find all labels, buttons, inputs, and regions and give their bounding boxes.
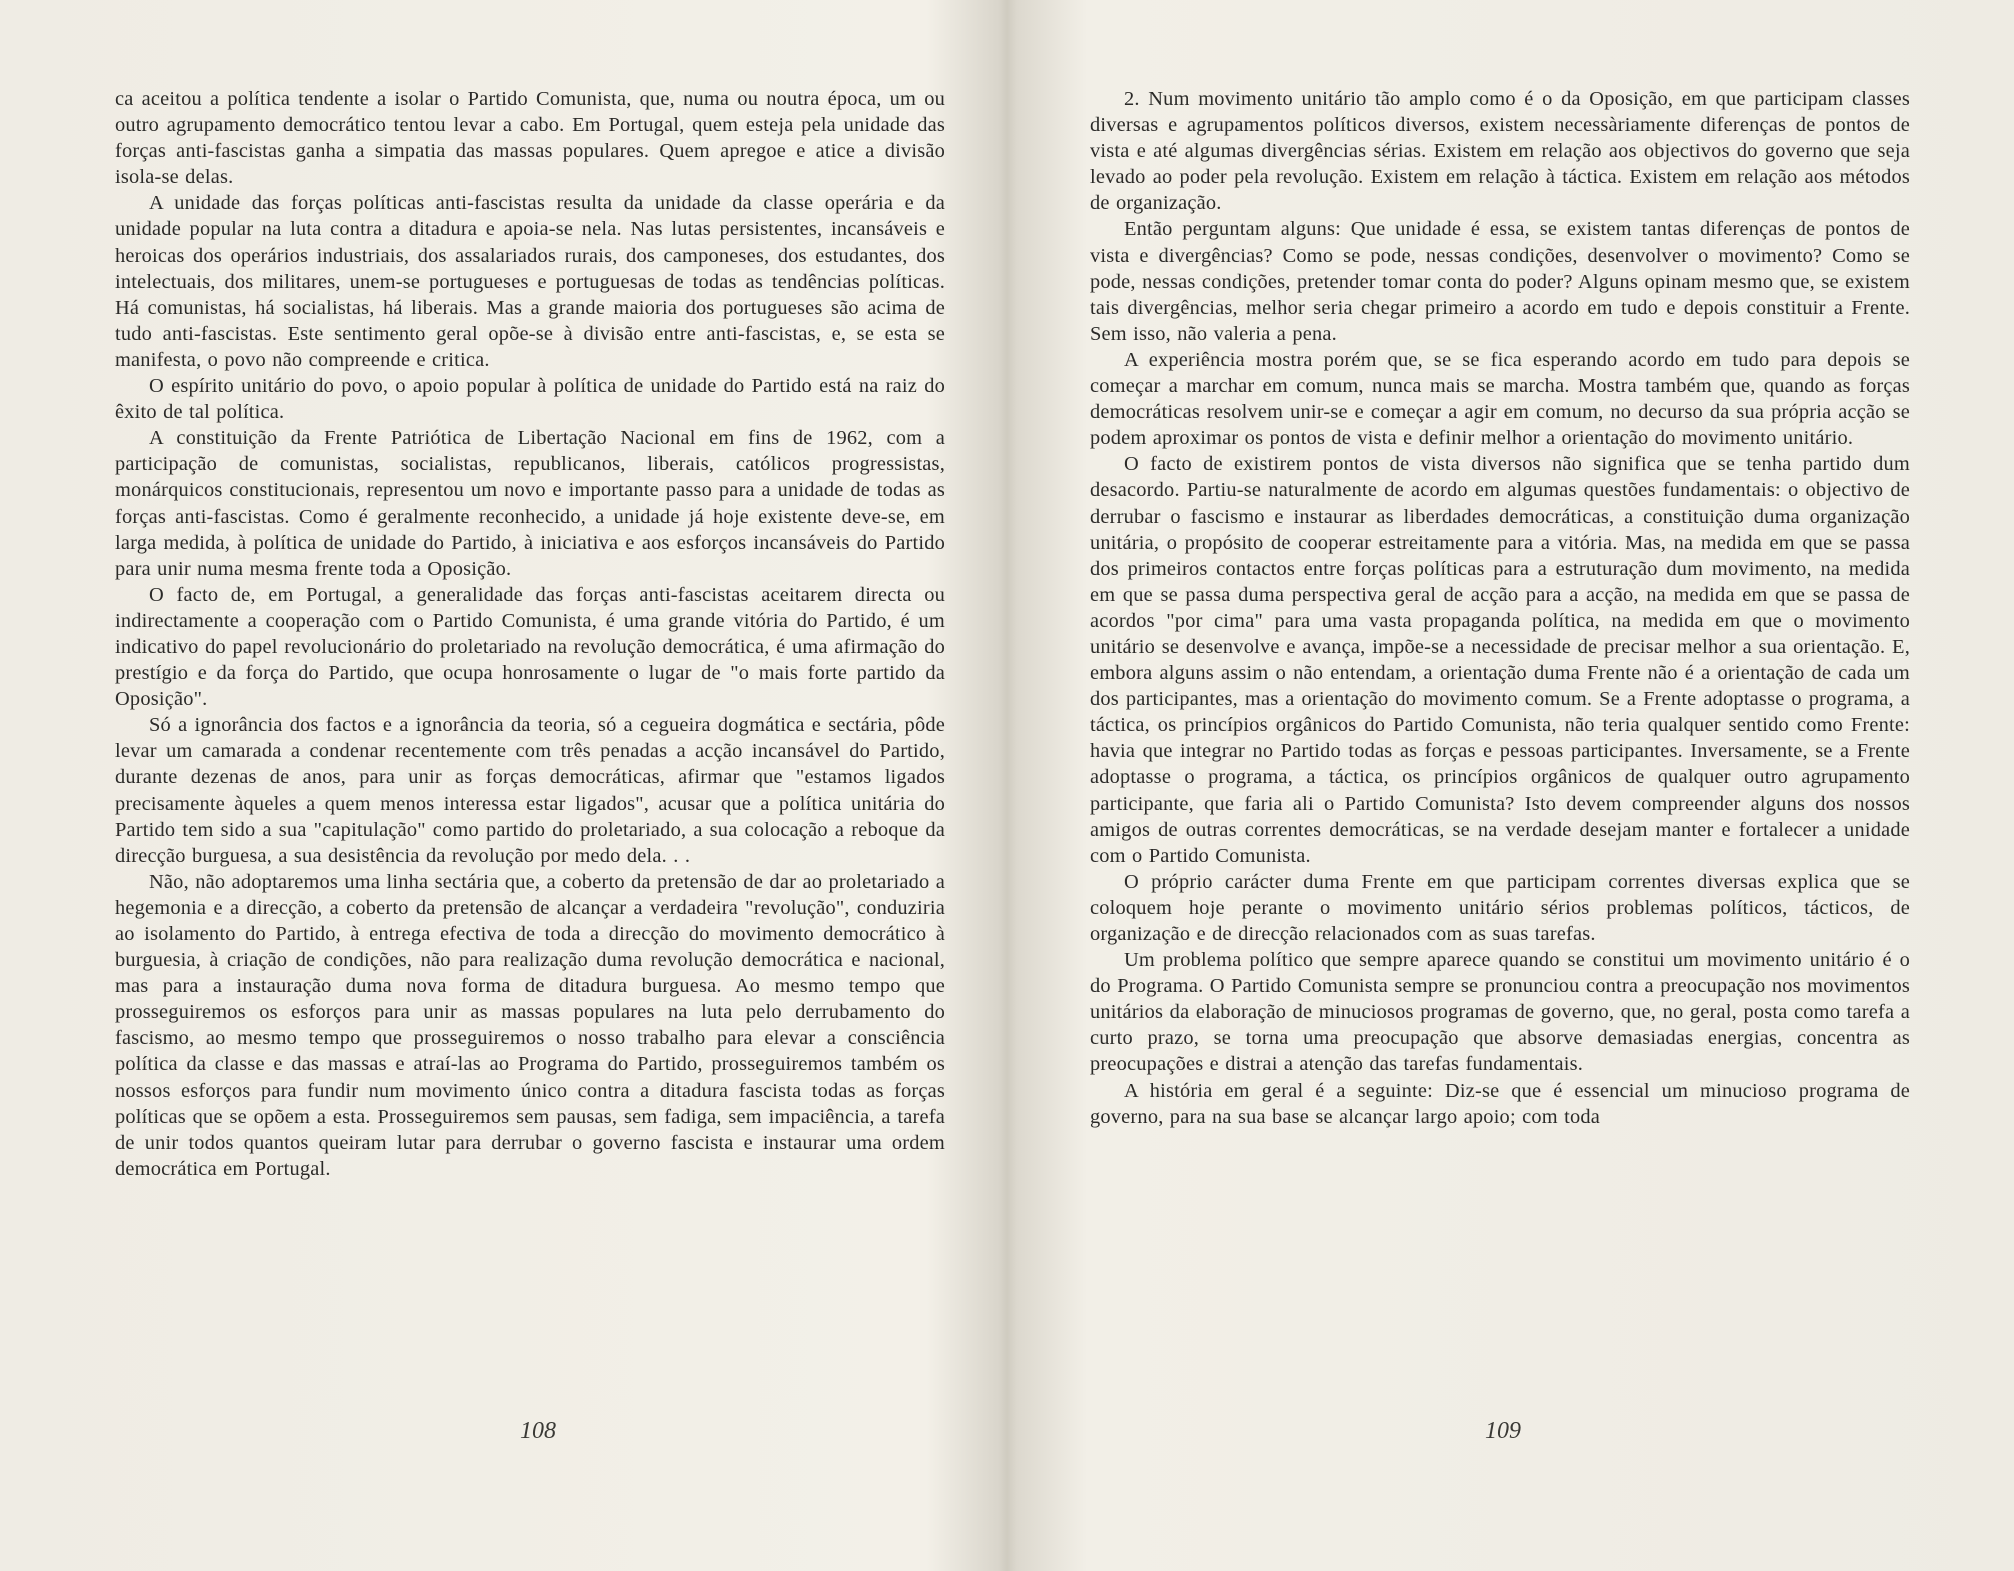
paragraph: 2. Num movimento unitário tão amplo como é o da Oposição, em que participam classes diversas e agrupamentos políticos diversos, existem necessàriamente diferenças de pontos de vista e até algumas divergências sérias. Existem em relação aos objectivos do governo que seja levado ao poder pela revolução. Existem em relação à táctica. Existem em relação aos métodos de organização. [1090, 88, 1910, 215]
paragraph: O facto de existirem pontos de vista diversos não significa que se tenha partido dum desacordo. Partiu-se naturalmente de acordo em algumas questões fundamentais: o objectivo de derrubar o fascismo e instaurar as liberdades democráticas, a constituição duma organização unitária, o propósito de cooperar estreitamente para a vitória. Mas, na medida em que se passa dos primeiros contactos entre forças políticas para a estruturação dum movimento, na medida em que se passa duma perspectiva geral de acção para a acção, na medida em que se passa de acordos "por cima" para uma vasta propaganda política, na medida em que o movimento unitário se desenvolve e avança, impõe-se a necessidade de precisar melhor a sua orientação. E, embora alguns assim o não entendam, a orientação duma Frente não é a orientação de cada um dos participantes, mas a orientação do movimento comum. Se a Frente adoptasse o programa, a táctica, os princípios orgânicos do Partido Comunista, não teria qualquer sentido como Frente: havia que integrar no Partido todas as forças e pessoas participantes. Inversamente, se a Frente adoptasse o programa, a táctica, os princípios orgânicos de qualquer outro agrupamento participante, que faria ali o Partido Comunista? Isto devem compreender alguns dos nossos amigos de outras correntes democráticas, se na verdade desejam manter e fortalecer a unidade com o Partido Comunista. [1090, 453, 1910, 867]
left-page [0, 0, 1005, 1571]
left-page-text [115, 86, 945, 1182]
page-number: 109 [1485, 1418, 1521, 1444]
paragraph: A constituição da Frente Patriótica de Libertação Nacional em fins de 1962, com a participação de comunistas, socialistas, republicanos, liberais, católicos progressistas, monárquicos constitucionais, representou um novo e importante passo para a unidade de todas as forças anti-fascistas. Como é geralmente reconhecido, a unidade já hoje existente deve-se, em larga medida, à política de unidade do Partido, à iniciativa e aos esforços incansáveis do Partido para unir numa mesma frente toda a Oposição. [115, 427, 945, 580]
paragraph: A unidade das forças políticas anti-fascistas resulta da unidade da classe operária e da unidade popular na luta contra a ditadura e apoia-se nela. Nas lutas persistentes, incansáveis e heroicas dos operários industriais, dos assalariados rurais, dos camponeses, dos estudantes, dos intelectuais, dos militares, unem-se portugueses e portuguesas de todas as tendências políticas. Há comunistas, há socialistas, há liberais. Mas a grande maioria dos portugueses são acima de tudo anti-fascistas. Este sentimento geral opõe-se à divisão entre anti-fascistas, e, se esta se manifesta, o povo não compreende e critica. [115, 192, 945, 371]
paragraph: A história em geral é a seguinte: Diz-se que é essencial um minucioso programa de governo, para na sua base se alcançar largo apoio; com toda [1090, 1079, 1910, 1128]
paragraph: Um problema político que sempre aparece quando se constitui um movimento unitário é o do Programa. O Partido Comunista sempre se pronunciou contra a preocupação nos movimentos unitários da elaboração de minuciosos programas de governo, que, no geral, posta como tarefa a curto prazo, se torna uma preocupação que absorve demasiadas energias, concentra as preocupações e distrai a atenção das tarefas fundamentais. [1090, 949, 1910, 1076]
paragraph: Só a ignorância dos factos e a ignorância da teoria, só a cegueira dogmática e sectária, pôde levar um camarada a condenar recentemente com três penadas a acção incansável do Partido, durante dezenas de anos, para unir as forças democráticas, afirmar que "estamos ligados precisamente àqueles a quem menos interessa estar ligados", acusar que a política unitária do Partido tem sido a sua "capitulação" como partido do proletariado, a sua colocação a reboque da direcção burguesa, a sua desistência da revolução por medo dela. . . [115, 714, 945, 867]
page-number: 108 [520, 1418, 556, 1444]
paragraph: O espírito unitário do povo, o apoio popular à política de unidade do Partido está na raiz do êxito de tal política. [115, 375, 945, 424]
paragraph: A experiência mostra porém que, se se fica esperando acordo em tudo para depois se começar a marchar em comum, nunca mais se marcha. Mostra também que, quando as forças democráticas resolvem unir-se e começar a agir em comum, no decurso da sua própria acção se podem aproximar os pontos de vista e definir melhor a orientação do movimento unitário. [1090, 348, 1910, 450]
paragraph: ca aceitou a política tendente a isolar o Partido Comunista, que, numa ou noutra época, um ou outro agrupamento democrático tentou levar a cabo. Em Portugal, quem esteja pela unidade das forças anti-fascistas ganha a simpatia das massas populares. Quem apregoe e atice a divisão isola-se delas. [115, 88, 945, 189]
paragraph: O próprio carácter duma Frente em que participam correntes diversas explica que se coloquem hoje perante o movimento unitário sérios problemas políticos, tácticos, de organização e de direcção relacionados com as suas tarefas. [1090, 870, 1910, 945]
paragraph: Então perguntam alguns: Que unidade é essa, se existem tantas diferenças de pontos de vista e divergências? Como se pode, nessas condições, desenvolver o movimento? Como se pode, nessas condições, pretender tomar conta do poder? Alguns opinam mesmo que, se existem tais divergências, melhor seria chegar primeiro a acordo em tudo e depois constituir a Frente. Sem isso, não valeria a pena. [1090, 218, 1910, 345]
paragraph: Não, não adoptaremos uma linha sectária que, a coberto da pretensão de dar ao proletariado a hegemonia e a direcção, a coberto da pretensão de alcançar a verdadeira "revolução", conduziria ao isolamento do Partido, à entrega efectiva de toda a direcção do movimento democrático à burguesia, à criação de condições, não para realização duma revolução democrática e nacional, mas para a instauração duma nova forma de ditadura burguesa. Ao mesmo tempo que prosseguiremos os esforços para unir as massas populares na luta pelo derrubamento do fascismo, ao mesmo tempo que prosseguiremos o nosso trabalho para elevar a consciência política da classe e das massas e atraí-las ao Programa do Partido, prosseguiremos também os nossos esforços para fundir num movimento único contra a ditadura fascista todas as forças políticas que se opõem a esta. Prosseguiremos sem pausas, sem fadiga, sem impaciência, a tarefa de unir todos quantos queiram lutar para derrubar o governo fascista e instaurar uma ordem democrática em Portugal. [115, 870, 945, 1180]
right-page [1005, 0, 2014, 1571]
right-page-text [1090, 86, 1910, 1130]
paragraph: O facto de, em Portugal, a generalidade das forças anti-fascistas aceitarem directa ou indirectamente a cooperação com o Partido Comunista, é uma grande vitória do Partido, é um indicativo do papel revolucionário do proletariado na revolução democrática, é uma afirmação do prestígio e da força do Partido, que ocupa honrosamente o lugar de "o mais forte partido da Oposição". [115, 583, 945, 711]
